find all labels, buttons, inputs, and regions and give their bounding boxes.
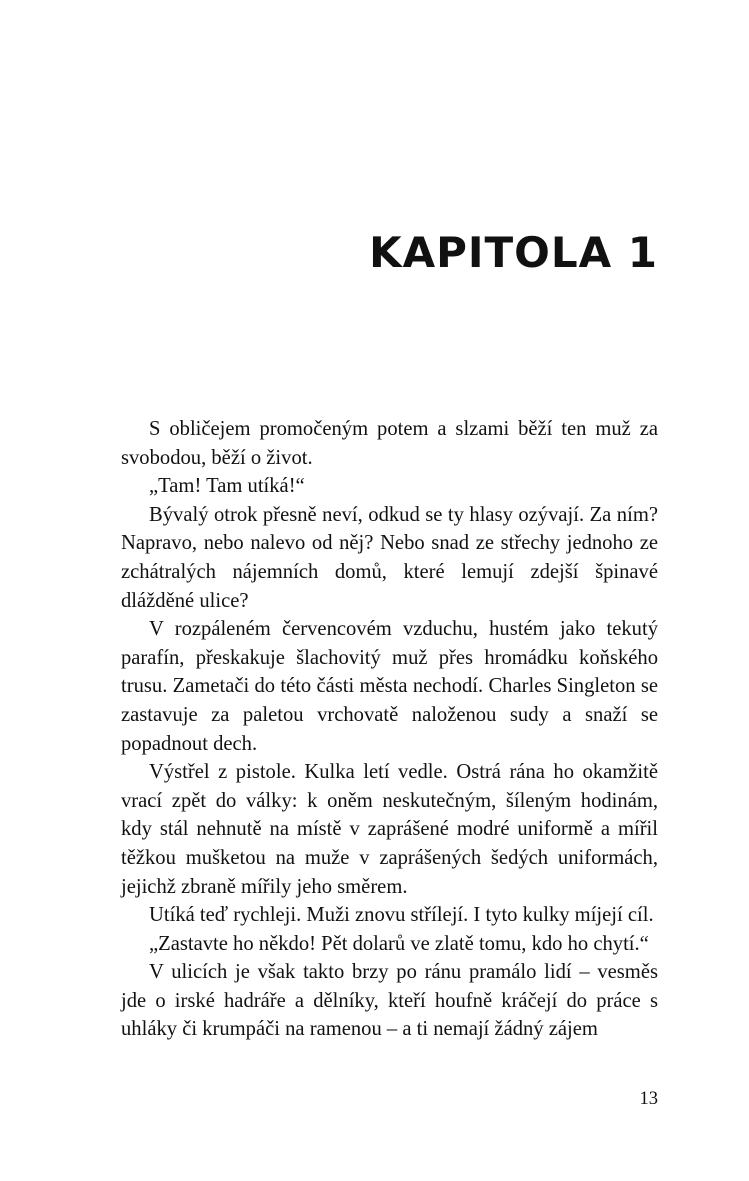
paragraph: S obličejem promočeným potem a slzami běží ten muž za svobodou, běží o život. bbox=[121, 418, 658, 469]
page-number: 13 bbox=[639, 1089, 658, 1109]
paragraph: „Tam! Tam utíká!“ bbox=[149, 475, 305, 498]
paragraph: Bývalý otrok přesně neví, odkud se ty hlasy ozývají. Za ním? Napravo, nebo nalevo od něj? Nebo snad ze střechy jednoho ze zchátralých nájemních domů, které lemují zdejší špinavé dlážděné ulice? bbox=[121, 503, 658, 612]
paragraph: Výstřel z pistole. Kulka letí vedle. Ostrá rána ho okamžitě vrací zpět do války: k oněm neskutečným, šíleným hodinám, kdy stál nehnutě na místě v zaprášené modré uniformě a mířil těžkou mušketou na muže v zaprášených šedých uniformách, jejichž zbraně mířily jeho směrem. bbox=[121, 761, 658, 898]
paragraph: „Zastavte ho někdo! Pět dolarů ve zlatě tomu, kdo ho chytí.“ bbox=[149, 932, 649, 955]
chapter-title: KAPITOLA 1 bbox=[369, 228, 658, 277]
body-text bbox=[121, 415, 658, 1044]
paragraph: V ulicích je však takto brzy po ránu pramálo lidí – vesměs jde o irské hadráře a dělníky, kteří houfně kráčejí do práce s uhláky či krumpáči na ramenou – a ti nemají žádný zájem bbox=[121, 961, 658, 1041]
paragraph: Utíká teď rychleji. Muži znovu střílejí. I tyto kulky míjejí cíl. bbox=[149, 904, 654, 927]
paragraph: V rozpáleném červencovém vzduchu, hustém jako tekutý parafín, přeskakuje šlachovitý muž přes hromádku koňského trusu. Zametači do této části města nechodí. Charles Singleton se zastavuje za paletou vrchovatě naloženou sudy a snaží se popadnout dech. bbox=[121, 618, 658, 755]
